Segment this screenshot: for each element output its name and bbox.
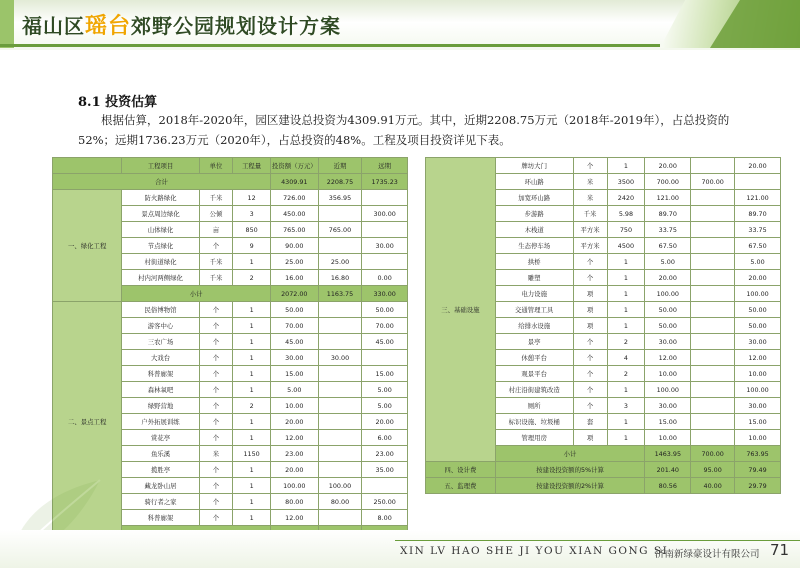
item-name: 科普廊架 (122, 510, 199, 526)
item-name: 环山路 (495, 174, 573, 190)
item-invest: 12.00 (270, 510, 318, 526)
item-unit: 个 (199, 382, 233, 398)
footer-pinyin: XIN LV HAO SHE JI YOU XIAN GONG SI (400, 545, 669, 557)
item-unit: 个 (573, 158, 607, 174)
item-far: 70.00 (362, 318, 408, 334)
item-qty: 1 (233, 510, 271, 526)
subtotal-near: 1163.75 (318, 286, 362, 302)
item-invest: 5.00 (270, 382, 318, 398)
item-qty: 2 (607, 366, 645, 382)
item-far (362, 222, 408, 238)
item-name: 山体绿化 (122, 222, 199, 238)
item-invest: 765.00 (270, 222, 318, 238)
item-unit: 项 (573, 430, 607, 446)
item-invest: 90.00 (270, 238, 318, 254)
item-invest: 23.00 (270, 446, 318, 462)
item-name: 骑行者之家 (122, 494, 199, 510)
item-near (318, 510, 362, 526)
item-unit: 米 (199, 446, 233, 462)
item-near: 80.00 (318, 494, 362, 510)
item-invest: 89.70 (645, 206, 691, 222)
item-far: 30.00 (735, 334, 781, 350)
item-qty: 850 (233, 222, 271, 238)
item-near (318, 430, 362, 446)
investment-table-right (425, 157, 781, 494)
item-far (362, 350, 408, 366)
item-unit: 个 (199, 334, 233, 350)
item-far: 10.00 (735, 430, 781, 446)
item-near (318, 302, 362, 318)
fee-category: 五、监理费 (426, 478, 496, 494)
item-near (691, 318, 735, 334)
item-far: 20.00 (735, 158, 781, 174)
title-highlight: 瑶台 (85, 14, 132, 39)
item-invest: 15.00 (270, 366, 318, 382)
item-invest: 100.00 (270, 478, 318, 494)
item-unit: 个 (573, 398, 607, 414)
item-near (691, 302, 735, 318)
item-far: 5.00 (362, 382, 408, 398)
item-near (691, 158, 735, 174)
fee-invest: 80.56 (645, 478, 691, 494)
item-qty: 750 (607, 222, 645, 238)
item-near: 700.00 (691, 174, 735, 190)
item-unit: 个 (199, 510, 233, 526)
item-far: 15.00 (362, 366, 408, 382)
item-invest: 5.00 (645, 254, 691, 270)
item-near (691, 286, 735, 302)
item-name: 大戏台 (122, 350, 199, 366)
item-name: 木栈道 (495, 222, 573, 238)
item-qty: 4500 (607, 238, 645, 254)
item-unit: 个 (199, 350, 233, 366)
item-unit: 项 (573, 286, 607, 302)
subtotal-label: 小计 (122, 286, 271, 302)
item-invest: 700.00 (645, 174, 691, 190)
table-row (53, 190, 408, 206)
item-unit: 个 (199, 414, 233, 430)
item-unit: 项 (573, 302, 607, 318)
item-far: 30.00 (362, 238, 408, 254)
item-near (691, 350, 735, 366)
total-invest: 4309.91 (270, 174, 318, 190)
item-unit: 个 (199, 366, 233, 382)
column-header: 投资额（万元） (270, 158, 318, 174)
item-unit: 个 (573, 334, 607, 350)
subtotal-far: 763.95 (735, 446, 781, 462)
item-unit: 个 (199, 302, 233, 318)
item-far (735, 174, 781, 190)
item-invest: 30.00 (645, 334, 691, 350)
item-name: 给排水设施 (495, 318, 573, 334)
fee-description: 按建设投资额的2%计算 (495, 478, 645, 494)
item-qty: 1 (233, 478, 271, 494)
item-invest: 20.00 (645, 270, 691, 286)
item-unit: 公倾 (199, 206, 233, 222)
item-qty: 1 (233, 430, 271, 446)
item-unit: 平方米 (573, 222, 607, 238)
item-near (691, 190, 735, 206)
item-unit: 个 (199, 478, 233, 494)
subtotal-far: 330.00 (362, 286, 408, 302)
item-invest: 15.00 (645, 414, 691, 430)
item-near (318, 206, 362, 222)
column-header (53, 158, 122, 174)
item-name: 观景平台 (495, 366, 573, 382)
item-invest: 33.75 (645, 222, 691, 238)
item-far: 5.00 (735, 254, 781, 270)
footer-rule (395, 540, 800, 541)
item-name: 休憩平台 (495, 350, 573, 366)
item-name: 森林氧吧 (122, 382, 199, 398)
item-near: 25.00 (318, 254, 362, 270)
subtotal-label: 小计 (495, 446, 645, 462)
item-name: 村内河两侧绿化 (122, 270, 199, 286)
column-header: 工程项目 (122, 158, 199, 174)
item-invest: 80.00 (270, 494, 318, 510)
item-far: 100.00 (735, 382, 781, 398)
item-far: 50.00 (735, 302, 781, 318)
item-name: 绿野营地 (122, 398, 199, 414)
document-title (22, 9, 341, 40)
item-near (318, 414, 362, 430)
section-title: 8.1 投资估算 (78, 95, 158, 110)
page-number: 71 (770, 541, 790, 559)
item-name: 交通管理工具 (495, 302, 573, 318)
item-far: 67.50 (735, 238, 781, 254)
item-near (691, 366, 735, 382)
item-qty: 4 (607, 350, 645, 366)
item-unit: 个 (573, 254, 607, 270)
item-near (318, 366, 362, 382)
item-far: 121.00 (735, 190, 781, 206)
item-far: 20.00 (362, 414, 408, 430)
item-far: 45.00 (362, 334, 408, 350)
item-near (318, 398, 362, 414)
item-invest: 25.00 (270, 254, 318, 270)
item-near (318, 238, 362, 254)
fee-invest: 201.40 (645, 462, 691, 478)
item-far (362, 478, 408, 494)
item-invest: 12.00 (645, 350, 691, 366)
item-qty: 3 (607, 398, 645, 414)
subtotal-invest: 2072.00 (270, 286, 318, 302)
item-name: 赏花亭 (122, 430, 199, 446)
section-paragraph: 根据估算，2018年-2020年，园区建设总投资为4309.91万元。其中，近期2208.75万元（2018年-2019年），占总投资的52%；远期1736.23万元（2020年），占总投资的48%。工程及项目投资详见下表。 (78, 113, 730, 147)
item-far: 50.00 (362, 302, 408, 318)
item-invest: 50.00 (645, 318, 691, 334)
item-name: 揽胜亭 (122, 462, 199, 478)
item-unit: 套 (573, 414, 607, 430)
item-qty: 1 (233, 494, 271, 510)
item-far: 20.00 (735, 270, 781, 286)
item-name: 民俗博物馆 (122, 302, 199, 318)
item-name: 村庄沿街建筑改造 (495, 382, 573, 398)
item-qty: 1 (607, 302, 645, 318)
item-far: 12.00 (735, 350, 781, 366)
item-invest: 30.00 (270, 350, 318, 366)
fee-row (426, 478, 781, 494)
item-near (318, 446, 362, 462)
item-near (318, 318, 362, 334)
item-invest: 20.00 (645, 158, 691, 174)
item-qty: 1 (233, 462, 271, 478)
item-invest: 20.00 (270, 414, 318, 430)
table-row (53, 302, 408, 318)
item-qty: 3500 (607, 174, 645, 190)
item-far: 33.75 (735, 222, 781, 238)
item-invest: 20.00 (270, 462, 318, 478)
item-qty: 1 (607, 286, 645, 302)
item-near (691, 382, 735, 398)
item-invest: 10.00 (270, 398, 318, 414)
item-far: 100.00 (735, 286, 781, 302)
item-qty: 1 (233, 318, 271, 334)
item-unit: 米 (573, 190, 607, 206)
header-rule (0, 44, 660, 47)
item-unit: 个 (573, 366, 607, 382)
item-near: 16.80 (318, 270, 362, 286)
item-far: 50.00 (735, 318, 781, 334)
item-qty: 2 (233, 398, 271, 414)
item-unit: 个 (199, 462, 233, 478)
item-unit: 千米 (199, 190, 233, 206)
item-qty: 5.98 (607, 206, 645, 222)
item-qty: 3 (233, 206, 271, 222)
item-name: 防火路绿化 (122, 190, 199, 206)
item-near (691, 270, 735, 286)
item-unit: 千米 (573, 206, 607, 222)
category-cell: 二、景点工程 (53, 302, 122, 542)
item-qty: 1 (607, 430, 645, 446)
table-row (426, 158, 781, 174)
item-unit: 个 (199, 398, 233, 414)
item-far: 35.00 (362, 462, 408, 478)
item-name: 管理用房 (495, 430, 573, 446)
item-qty: 1 (233, 382, 271, 398)
fee-description: 按建设投资额的5%计算 (495, 462, 645, 478)
item-far: 89.70 (735, 206, 781, 222)
item-name: 村街道绿化 (122, 254, 199, 270)
item-unit: 个 (573, 270, 607, 286)
item-near (691, 238, 735, 254)
fee-category: 四、设计费 (426, 462, 496, 478)
item-name: 藏龙卧山居 (122, 478, 199, 494)
item-far: 8.00 (362, 510, 408, 526)
total-row (53, 174, 408, 190)
item-qty: 2420 (607, 190, 645, 206)
item-invest: 67.50 (645, 238, 691, 254)
item-invest: 100.00 (645, 286, 691, 302)
fee-far: 79.49 (735, 462, 781, 478)
item-near (691, 334, 735, 350)
item-name: 加宽环山路 (495, 190, 573, 206)
table-header-row (53, 158, 408, 174)
item-invest: 450.00 (270, 206, 318, 222)
item-unit: 个 (199, 318, 233, 334)
item-invest: 121.00 (645, 190, 691, 206)
item-invest: 10.00 (645, 366, 691, 382)
item-near: 356.95 (318, 190, 362, 206)
title-prefix: 福山区 (22, 14, 85, 38)
item-far: 250.00 (362, 494, 408, 510)
fee-near: 95.00 (691, 462, 735, 478)
item-far: 6.00 (362, 430, 408, 446)
item-name: 步游路 (495, 206, 573, 222)
item-near: 30.00 (318, 350, 362, 366)
item-near (691, 414, 735, 430)
item-near (318, 462, 362, 478)
total-label: 合计 (53, 174, 271, 190)
item-unit: 个 (199, 238, 233, 254)
item-far (362, 190, 408, 206)
footer-company: 济南新绿豪设计有限公司 (655, 549, 760, 560)
item-invest: 30.00 (645, 398, 691, 414)
total-far: 1735.23 (362, 174, 408, 190)
item-far: 23.00 (362, 446, 408, 462)
item-far (362, 254, 408, 270)
item-name: 景亭 (495, 334, 573, 350)
item-name: 电力设施 (495, 286, 573, 302)
item-far: 0.00 (362, 270, 408, 286)
item-invest: 50.00 (645, 302, 691, 318)
column-header: 近期 (318, 158, 362, 174)
item-far: 30.00 (735, 398, 781, 414)
item-invest: 726.00 (270, 190, 318, 206)
category-cell: 一、绿化工程 (53, 190, 122, 302)
item-unit: 个 (199, 430, 233, 446)
subtotal-invest: 1463.95 (645, 446, 691, 462)
item-name: 鱼乐溪 (122, 446, 199, 462)
item-name: 户外拓展训练 (122, 414, 199, 430)
item-qty: 1 (607, 382, 645, 398)
item-name: 拱桥 (495, 254, 573, 270)
subtotal-near: 700.00 (691, 446, 735, 462)
item-near (691, 430, 735, 446)
item-qty: 1 (233, 334, 271, 350)
item-unit: 千米 (199, 270, 233, 286)
fee-far: 29.79 (735, 478, 781, 494)
right-table-body (426, 158, 781, 494)
item-invest: 16.00 (270, 270, 318, 286)
column-header: 单位 (199, 158, 233, 174)
item-qty: 2 (233, 270, 271, 286)
item-name: 牌坊大门 (495, 158, 573, 174)
item-qty: 9 (233, 238, 271, 254)
item-name: 游客中心 (122, 318, 199, 334)
item-near (691, 254, 735, 270)
item-near (318, 334, 362, 350)
item-unit: 个 (199, 494, 233, 510)
item-name: 景点周边绿化 (122, 206, 199, 222)
item-qty: 1 (607, 158, 645, 174)
item-invest: 100.00 (645, 382, 691, 398)
item-qty: 1 (233, 350, 271, 366)
item-far: 300.00 (362, 206, 408, 222)
item-near (691, 398, 735, 414)
item-far: 5.00 (362, 398, 408, 414)
item-qty: 1 (233, 366, 271, 382)
item-near: 765.00 (318, 222, 362, 238)
item-qty: 2 (607, 334, 645, 350)
item-qty: 1 (233, 414, 271, 430)
item-qty: 1 (607, 414, 645, 430)
total-near: 2208.75 (318, 174, 362, 190)
item-unit: 项 (573, 318, 607, 334)
item-near (318, 382, 362, 398)
item-near (691, 206, 735, 222)
item-qty: 1 (607, 254, 645, 270)
item-qty: 12 (233, 190, 271, 206)
page-header (0, 0, 800, 50)
column-header: 远期 (362, 158, 408, 174)
item-unit: 千米 (199, 254, 233, 270)
item-name: 厕所 (495, 398, 573, 414)
item-invest: 12.00 (270, 430, 318, 446)
item-qty: 1 (607, 318, 645, 334)
item-qty: 1 (607, 270, 645, 286)
item-qty: 1 (233, 254, 271, 270)
item-name: 三农广场 (122, 334, 199, 350)
title-suffix: 郊野公园规划设计方案 (131, 14, 342, 38)
item-name: 科普廊架 (122, 366, 199, 382)
item-name: 雕塑 (495, 270, 573, 286)
item-unit: 个 (573, 382, 607, 398)
item-far: 10.00 (735, 366, 781, 382)
item-unit: 米 (573, 174, 607, 190)
item-near (691, 222, 735, 238)
item-qty: 1 (233, 302, 271, 318)
item-name: 节点绿化 (122, 238, 199, 254)
item-unit: 个 (573, 350, 607, 366)
item-invest: 45.00 (270, 334, 318, 350)
item-near: 100.00 (318, 478, 362, 494)
item-qty: 1150 (233, 446, 271, 462)
item-far: 15.00 (735, 414, 781, 430)
column-header: 工程量 (233, 158, 271, 174)
item-invest: 10.00 (645, 430, 691, 446)
item-name: 标识设施、垃圾桶 (495, 414, 573, 430)
item-invest: 70.00 (270, 318, 318, 334)
fee-row (426, 462, 781, 478)
item-name: 生态停车场 (495, 238, 573, 254)
item-unit: 亩 (199, 222, 233, 238)
category-cell: 三、基础设施 (426, 158, 496, 462)
header-accent-strip (0, 0, 14, 48)
item-invest: 50.00 (270, 302, 318, 318)
fee-near: 40.00 (691, 478, 735, 494)
item-unit: 平方米 (573, 238, 607, 254)
